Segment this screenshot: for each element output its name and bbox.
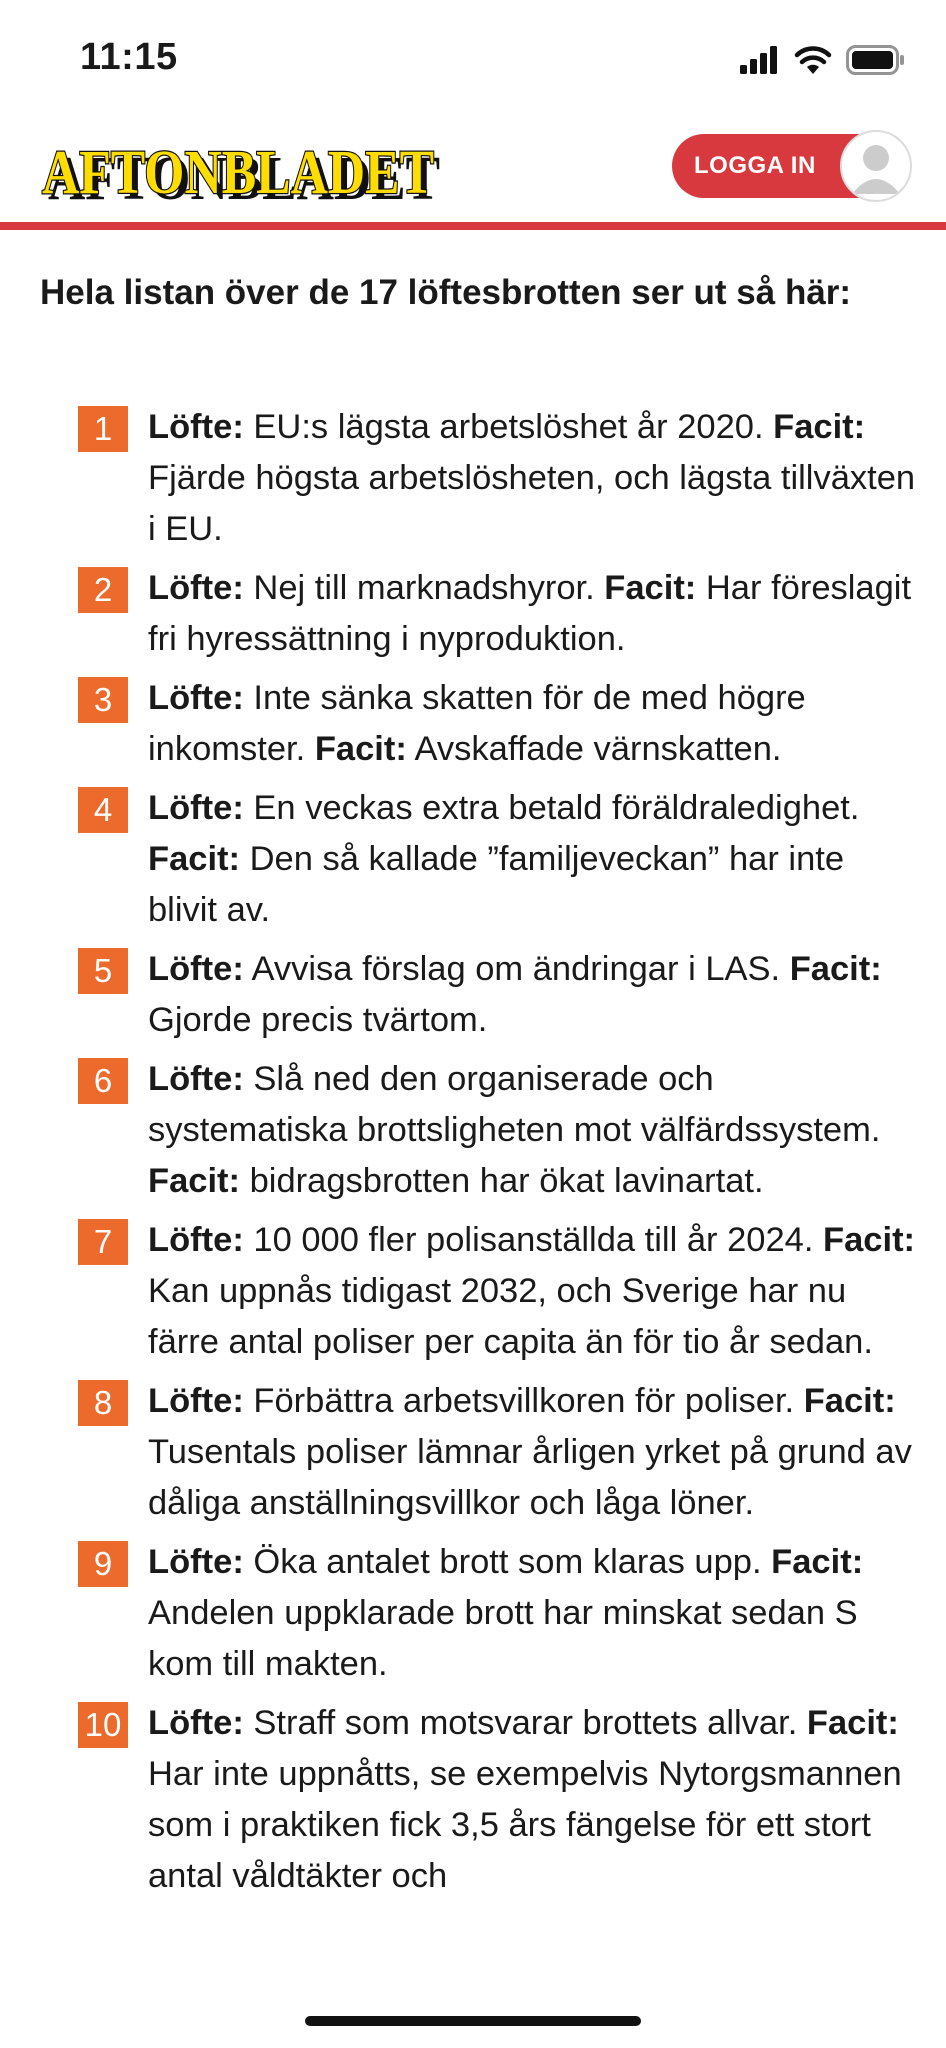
lofte-text: Öka antalet brott som klaras upp.	[253, 1543, 762, 1581]
login-area	[672, 130, 912, 202]
lofte-text: EU:s lägsta arbetslöshet år 2020.	[253, 408, 764, 446]
promise-list	[78, 402, 918, 1910]
facit-label: Facit:	[604, 569, 697, 607]
facit-text: Avskaffade värnskatten.	[414, 730, 782, 768]
status-bar	[0, 0, 946, 120]
cellular-signal-icon	[740, 46, 780, 74]
facit-label: Facit:	[773, 408, 866, 446]
lofte-text: Straff som motsvarar brottets allvar.	[253, 1704, 798, 1742]
facit-text: Fjärde högsta arbetslösheten, och lägsta tillväxten i EU.	[148, 459, 916, 548]
item-text	[148, 563, 918, 665]
lofte-label: Löfte:	[148, 679, 244, 717]
lofte-label: Löfte:	[148, 789, 244, 827]
facit-text: Kan uppnås tidigast 2032, och Sverige har nu färre antal poliser per capita än för tio år sedan.	[148, 1272, 873, 1361]
facit-label: Facit:	[789, 950, 882, 988]
facit-label: Facit:	[148, 1162, 241, 1200]
list-item	[78, 1054, 918, 1207]
list-item	[78, 1215, 918, 1368]
facit-label: Facit:	[314, 730, 407, 768]
item-text	[148, 944, 918, 1046]
facit-text: bidragsbrotten har ökat lavinartat.	[249, 1162, 764, 1200]
lofte-label: Löfte:	[148, 1704, 244, 1742]
lofte-text: Förbättra arbetsvillkoren för poliser.	[253, 1382, 795, 1420]
item-number-badge: 2	[78, 567, 128, 613]
svg-text:AFTONBLADET: AFTONBLADET	[42, 139, 434, 207]
list-item	[78, 783, 918, 936]
lofte-label: Löfte:	[148, 1221, 244, 1259]
lofte-text: En veckas extra betald föräldraledighet.	[253, 789, 860, 827]
item-text	[148, 783, 918, 936]
lofte-text: Nej till marknadshyror.	[253, 569, 595, 607]
list-item	[78, 673, 918, 775]
item-text	[148, 1376, 918, 1529]
item-number-badge: 6	[78, 1058, 128, 1104]
facit-text: Gjorde precis tvärtom.	[148, 1001, 488, 1039]
lofte-text: 10 000 fler polisanställda till år 2024.	[253, 1221, 814, 1259]
battery-icon	[846, 45, 906, 75]
list-item	[78, 1376, 918, 1529]
item-number-badge: 10	[78, 1702, 128, 1748]
lofte-label: Löfte:	[148, 950, 244, 988]
list-item	[78, 563, 918, 665]
article-intro: Hela listan över de 17 löftesbrotten ser ut så här:	[40, 273, 852, 312]
user-icon	[842, 132, 910, 200]
login-button[interactable]: LOGGA IN	[672, 134, 892, 198]
list-item	[78, 1537, 918, 1690]
item-number-badge: 4	[78, 787, 128, 833]
lofte-text: Slå ned den organiserade och systematiska brottsligheten mot välfärdssystem.	[148, 1060, 881, 1149]
item-number-badge: 5	[78, 948, 128, 994]
list-item	[78, 1698, 918, 1902]
header-divider	[0, 222, 946, 230]
lofte-text: Avvisa förslag om ändringar i LAS.	[251, 950, 781, 988]
home-indicator	[305, 2016, 641, 2026]
lofte-label: Löfte:	[148, 1543, 244, 1581]
item-text	[148, 1698, 918, 1902]
site-header	[0, 120, 946, 228]
svg-text:AFTONBLADET: AFTONBLADET	[48, 145, 440, 210]
item-text	[148, 673, 918, 775]
item-text	[148, 402, 918, 555]
facit-label: Facit:	[806, 1704, 899, 1742]
item-text	[148, 1537, 918, 1690]
list-item	[78, 402, 918, 555]
facit-text: Andelen uppklarade brott har minskat sedan S kom till makten.	[148, 1594, 858, 1683]
lofte-label: Löfte:	[148, 1382, 244, 1420]
item-text	[148, 1054, 918, 1207]
lofte-label: Löfte:	[148, 1060, 244, 1098]
lofte-label: Löfte:	[148, 408, 244, 446]
facit-text: Har föreslagit fri hyressättning i nyproduktion.	[148, 569, 912, 658]
item-number-badge: 7	[78, 1219, 128, 1265]
wifi-icon	[794, 45, 832, 75]
status-icons	[740, 44, 906, 76]
item-number-badge: 9	[78, 1541, 128, 1587]
item-number-badge: 1	[78, 406, 128, 452]
facit-label: Facit:	[803, 1382, 896, 1420]
facit-text: Tusentals poliser lämnar årligen yrket på grund av dåliga anställningsvillkor och låga löner.	[148, 1433, 912, 1522]
facit-label: Facit:	[771, 1543, 864, 1581]
status-time: 11:15	[80, 36, 178, 78]
facit-label: Facit:	[823, 1221, 916, 1259]
aftonbladet-logo[interactable]	[40, 134, 450, 215]
facit-label: Facit:	[148, 840, 241, 878]
item-number-badge: 3	[78, 677, 128, 723]
lofte-label: Löfte:	[148, 569, 244, 607]
avatar[interactable]	[840, 130, 912, 202]
facit-text: Har inte uppnåtts, se exempelvis Nytorgsmannen som i praktiken fick 3,5 års fängelse för ett stort antal våldtäkter och	[148, 1755, 902, 1895]
lofte-text: Inte sänka skatten för de med högre inkomster.	[148, 679, 806, 768]
item-number-badge: 8	[78, 1380, 128, 1426]
facit-text: Den så kallade ”familjeveckan” har inte blivit av.	[148, 840, 845, 929]
list-item	[78, 944, 918, 1046]
item-text	[148, 1215, 918, 1368]
